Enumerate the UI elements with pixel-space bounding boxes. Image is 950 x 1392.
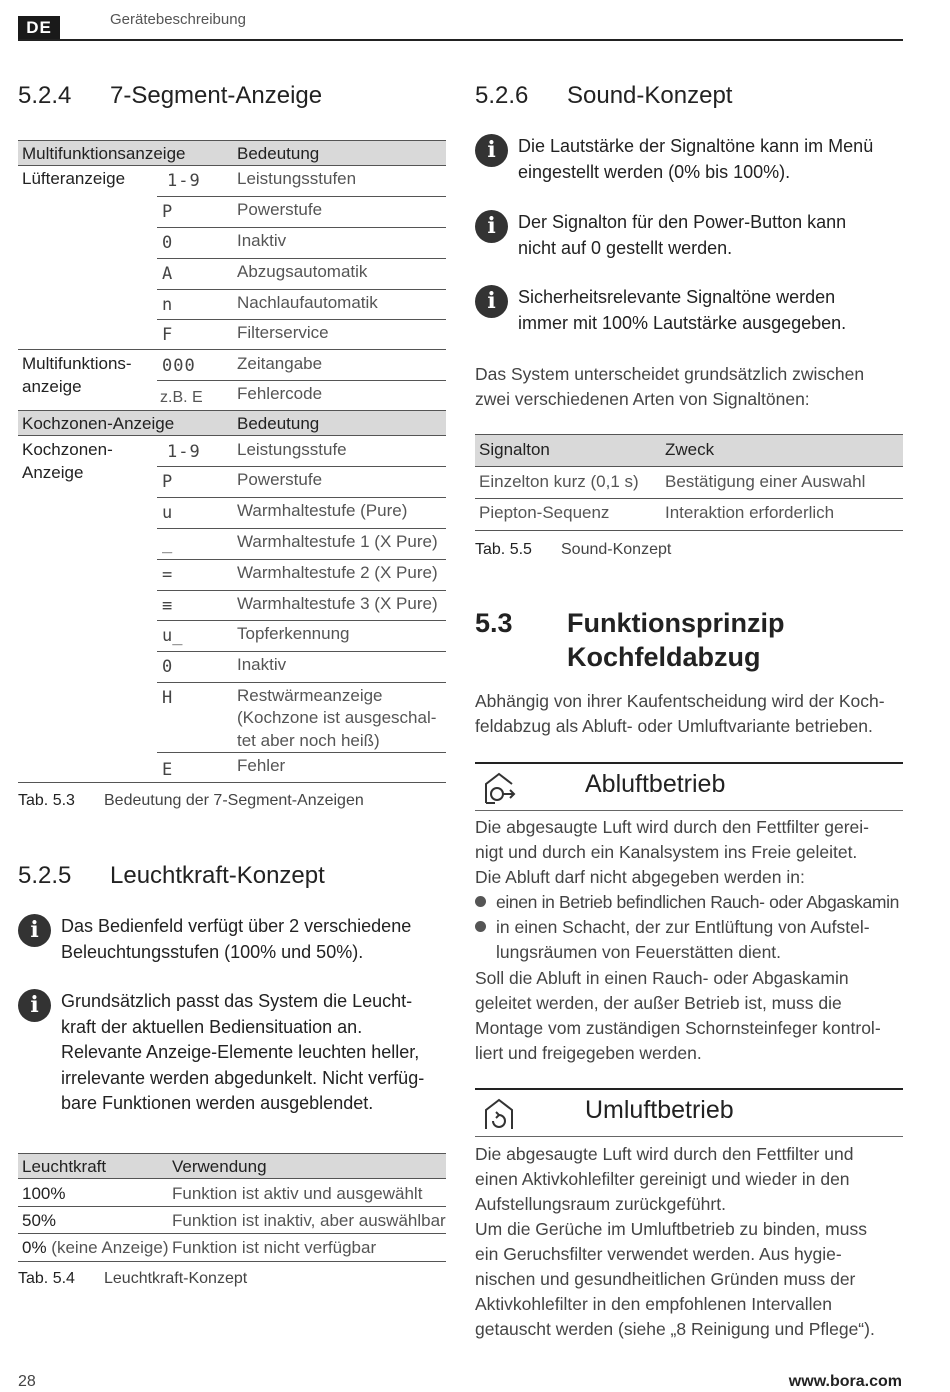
table-caption	[18, 792, 364, 810]
table-header-cell: Bedeutung	[237, 144, 320, 163]
exhaust-icon	[481, 770, 517, 806]
table-header-cell: Zweck	[665, 440, 715, 459]
table-rule	[18, 1206, 446, 1207]
table-cell: Funktion ist inaktiv, aber auswählbar	[172, 1211, 446, 1230]
meaning-text: (Kochzone ist ausgeschal-	[237, 708, 437, 727]
header-rule	[18, 39, 903, 41]
paragraph-line: Die Abluft darf nicht abgegeben werden in:	[475, 867, 805, 887]
section-title: Leuchtkraft-Konzept	[110, 862, 325, 889]
segment-code: ≡	[162, 596, 174, 616]
paragraph-line: feldabzug als Abluft- oder Umluftvariante betrieben.	[475, 716, 873, 736]
paragraph-line: Soll die Abluft in einen Rauch- oder Abgaskamin	[475, 968, 849, 988]
paragraph-line: getauscht werden (siehe „8 Reinigung und Pflege“).	[475, 1319, 875, 1339]
table-rule	[157, 528, 446, 529]
table-rule	[157, 682, 446, 683]
table-rule	[157, 289, 446, 290]
caption-text: Sound-Konzept	[561, 541, 672, 558]
meaning-text: Fehler	[237, 756, 286, 775]
info-icon: i	[18, 914, 51, 947]
recirculation-icon	[481, 1096, 517, 1132]
table-rule	[475, 530, 903, 531]
table-header-cell: Leuchtkraft	[22, 1157, 107, 1176]
caption-number: Tab. 5.4	[18, 1270, 75, 1287]
table-rule	[18, 165, 446, 166]
paragraph-line: Aufstellungsraum zurückgeführt.	[475, 1194, 726, 1214]
table-rule	[18, 410, 446, 411]
abluft-text	[475, 815, 869, 890]
segment-code: =	[162, 565, 174, 585]
section-title: Sound-Konzept	[567, 82, 733, 109]
box-title: Abluftbetrieb	[585, 770, 726, 798]
table-header-cell: Kochzonen-Anzeige	[22, 414, 175, 433]
segment-code: F	[162, 325, 174, 345]
note-line: immer mit 100% Lautstärke ausgegeben.	[518, 312, 847, 333]
segment-code: _	[162, 534, 174, 554]
table-rule	[157, 466, 446, 467]
section-heading-5-2-6	[475, 82, 732, 110]
note-line: Der Signalton für den Power-Button kann	[518, 212, 847, 232]
info-note	[18, 989, 448, 1119]
meaning-text: Inaktiv	[237, 231, 287, 250]
table-cell	[22, 1209, 56, 1232]
segment-code: n	[162, 295, 174, 315]
section-number: 5.2.5	[18, 862, 72, 889]
table-rule	[475, 466, 903, 467]
section-number: 5.2.6	[475, 82, 529, 109]
header-title: Gerätebeschreibung	[110, 11, 246, 28]
list-item-text: lungsräumen von Feuerstätten dient.	[496, 942, 782, 962]
table-rule	[18, 349, 446, 350]
segment-code: u̲	[162, 626, 184, 646]
table-rule	[157, 620, 446, 621]
table-header-cell: Bedeutung	[237, 414, 320, 433]
segment-code: 0	[162, 233, 174, 253]
table-rule	[475, 498, 903, 499]
info-icon: i	[18, 989, 51, 1022]
table-cell: Funktion ist nicht verfügbar	[172, 1238, 377, 1257]
segment-code: A	[162, 264, 174, 284]
table-header-cell: Signalton	[479, 440, 550, 459]
table-cell: Interaktion erforderlich	[665, 503, 835, 522]
table-rule	[18, 1261, 446, 1262]
meaning-text: Warmhaltestufe (Pure)	[237, 501, 408, 520]
section-heading-5-2-5	[18, 862, 325, 890]
section-title: 7-Segment-Anzeige	[110, 82, 323, 109]
note-line: Das Bedienfeld verfügt über 2 verschiedene	[61, 916, 412, 936]
meaning-text: Warmhaltestufe 2 (X Pure)	[237, 563, 438, 582]
language-badge: DE	[18, 16, 60, 39]
group-label: Anzeige	[22, 463, 84, 482]
paragraph	[475, 362, 864, 412]
table-rule	[157, 559, 446, 560]
meaning-text: Zeitangabe	[237, 354, 323, 373]
list-item-text: einen in Betrieb befindlichen Rauch- oder Abgaskamin	[496, 892, 900, 912]
caption-text: Leuchtkraft-Konzept	[104, 1270, 248, 1287]
section-number: 5.2.4	[18, 82, 72, 109]
meaning-text: Warmhaltestufe 1 (X Pure)	[237, 532, 438, 551]
umluft-text	[475, 1142, 875, 1342]
brightness-note: (keine Anzeige)	[46, 1238, 169, 1257]
note-line: kraft der aktuellen Bediensituation an.	[61, 1016, 363, 1037]
meaning-text: Nachlaufautomatik	[237, 293, 378, 312]
list-item-text: in einen Schacht, der zur Entlüftung von Aufstel-	[496, 917, 870, 937]
table-cell	[22, 1182, 65, 1205]
meaning-text: Filterservice	[237, 323, 329, 342]
table-caption	[475, 541, 671, 559]
paragraph-line: Die abgesaugte Luft wird durch den Fettfilter gerei-	[475, 817, 869, 837]
table-cell: Bestätigung einer Auswahl	[665, 472, 866, 491]
meaning-text: tet aber noch heiß)	[237, 731, 380, 750]
note-line: eingestellt werden (0% bis 100%).	[518, 161, 791, 182]
table-header-cell: Verwendung	[172, 1157, 267, 1176]
table-rule	[18, 782, 446, 783]
segment-code: z.B. E	[160, 389, 203, 406]
paragraph-line: nischen und gesundheitlichen Gründen muss der	[475, 1269, 856, 1289]
table-rule	[157, 319, 446, 320]
paragraph-line: einen Aktivkohlefilter gereinigt und wieder in den	[475, 1169, 850, 1189]
table-rule	[157, 590, 446, 591]
abluft-heading	[475, 762, 903, 811]
segment-code: E	[162, 760, 174, 780]
note-line: irrelevante werden abgedunkelt. Nicht verfüg-	[61, 1067, 425, 1088]
table-cell: Einzelton kurz (0,1 s)	[479, 472, 639, 491]
meaning-text: Inaktiv	[237, 655, 287, 674]
paragraph-line: Um die Gerüche im Umluftbetrieb zu binden, muss	[475, 1219, 867, 1239]
meaning-text: Powerstufe	[237, 200, 323, 219]
table-rule	[157, 196, 446, 197]
segment-code: 000	[162, 356, 196, 376]
meaning-text: Warmhaltestufe 3 (X Pure)	[237, 594, 438, 613]
group-label: Multifunktions-	[22, 354, 132, 373]
note-line: Die Lautstärke der Signaltöne kann im Menü	[518, 136, 874, 156]
caption-text: Bedeutung der 7-Segment-Anzeigen	[104, 792, 364, 809]
meaning-text: Leistungsstufen	[237, 169, 357, 188]
website-link[interactable]: www.bora.com	[788, 1373, 902, 1390]
info-icon: i	[475, 134, 508, 167]
info-icon: i	[475, 210, 508, 243]
meaning-text: Powerstufe	[237, 470, 323, 489]
paragraph-line: ein Geruchsfilter verwendet werden. Aus hygie-	[475, 1244, 842, 1264]
table-cell: Funktion ist aktiv und ausgewählt	[172, 1184, 423, 1203]
meaning-text: Abzugsautomatik	[237, 262, 368, 281]
paragraph-line: zwei verschiedenen Arten von Signaltönen:	[475, 389, 810, 409]
bullet-dot	[475, 896, 486, 907]
list-item	[475, 890, 915, 915]
umluft-heading	[475, 1088, 903, 1137]
segment-code: H	[162, 688, 174, 708]
segment-code: 1-9	[167, 442, 201, 462]
abluft-text	[475, 966, 881, 1066]
note-line: Beleuchtungsstufen (100% und 50%).	[61, 941, 364, 962]
info-note	[475, 210, 905, 262]
table-cell	[22, 1236, 168, 1259]
brightness-value: 0%	[22, 1238, 47, 1257]
group-label: Lüfteranzeige	[22, 169, 126, 188]
table-rule	[18, 1178, 446, 1179]
info-icon: i	[475, 285, 508, 318]
segment-code: P	[162, 472, 174, 492]
meaning-text: Restwärmeanzeige	[237, 686, 383, 705]
info-note	[475, 285, 905, 337]
table-rule	[18, 435, 446, 436]
note-line: Sicherheitsrelevante Signaltöne werden	[518, 287, 836, 307]
brightness-value: 100%	[22, 1184, 66, 1203]
paragraph	[475, 689, 885, 739]
table-rule	[157, 752, 446, 753]
paragraph-line: geleitet werden, der außer Betrieb ist, muss die	[475, 993, 842, 1013]
paragraph-line: Abhängig von ihrer Kaufentscheidung wird der Koch-	[475, 691, 885, 711]
table-rule	[157, 651, 446, 652]
section-title: Kochfeldabzug	[567, 642, 761, 672]
segment-code: 0	[162, 657, 174, 677]
paragraph-line: liert und freigegeben werden.	[475, 1043, 702, 1063]
info-note	[18, 914, 448, 966]
note-line: Relevante Anzeige-Elemente leuchten heller,	[61, 1042, 420, 1062]
section-title: Funktionsprinzip	[567, 608, 785, 638]
table-caption	[18, 1270, 247, 1288]
segment-code: P	[162, 202, 174, 222]
page-number: 28	[18, 1373, 36, 1390]
group-label: Kochzonen-	[22, 440, 113, 459]
bullet-dot	[475, 921, 486, 932]
box-title: Umluftbetrieb	[585, 1096, 734, 1124]
paragraph-line: nigt und durch ein Kanalsystem ins Freie geleitet.	[475, 842, 858, 862]
table-header-cell: Multifunktionsanzeige	[22, 144, 186, 163]
note-line: nicht auf 0 gestellt werden.	[518, 237, 733, 258]
info-note	[475, 134, 905, 186]
section-number: 5.3	[475, 608, 513, 638]
section-heading-5-2-4	[18, 82, 322, 110]
meaning-text: Leistungsstufe	[237, 440, 347, 459]
table-rule	[157, 497, 446, 498]
caption-number: Tab. 5.3	[18, 792, 75, 809]
paragraph-line: Aktivkohlefilter in den empfohlenen Intervallen	[475, 1294, 833, 1314]
list-item	[475, 915, 870, 940]
table-rule	[157, 258, 446, 259]
caption-number: Tab. 5.5	[475, 541, 532, 558]
table-cell: Piepton-Sequenz	[479, 503, 610, 522]
paragraph-line: Die abgesaugte Luft wird durch den Fettfilter und	[475, 1144, 854, 1164]
note-line: bare Funktionen werden ausgeblendet.	[61, 1093, 374, 1113]
group-label: anzeige	[22, 377, 82, 396]
note-line: Grundsätzlich passt das System die Leucht-	[61, 991, 413, 1011]
segment-code: u	[162, 503, 174, 523]
table-rule	[157, 380, 446, 381]
brightness-value: 50%	[22, 1211, 57, 1230]
section-heading-5-3	[475, 606, 784, 674]
paragraph-line: Das System unterscheidet grundsätzlich zwischen	[475, 364, 865, 384]
meaning-text: Topferkennung	[237, 624, 350, 643]
meaning-text: Fehlercode	[237, 384, 323, 403]
table-rule	[157, 227, 446, 228]
table-rule	[18, 1233, 446, 1234]
paragraph-line: Montage vom zuständigen Schornsteinfeger kontrol-	[475, 1018, 881, 1038]
segment-code: 1-9	[167, 171, 201, 191]
